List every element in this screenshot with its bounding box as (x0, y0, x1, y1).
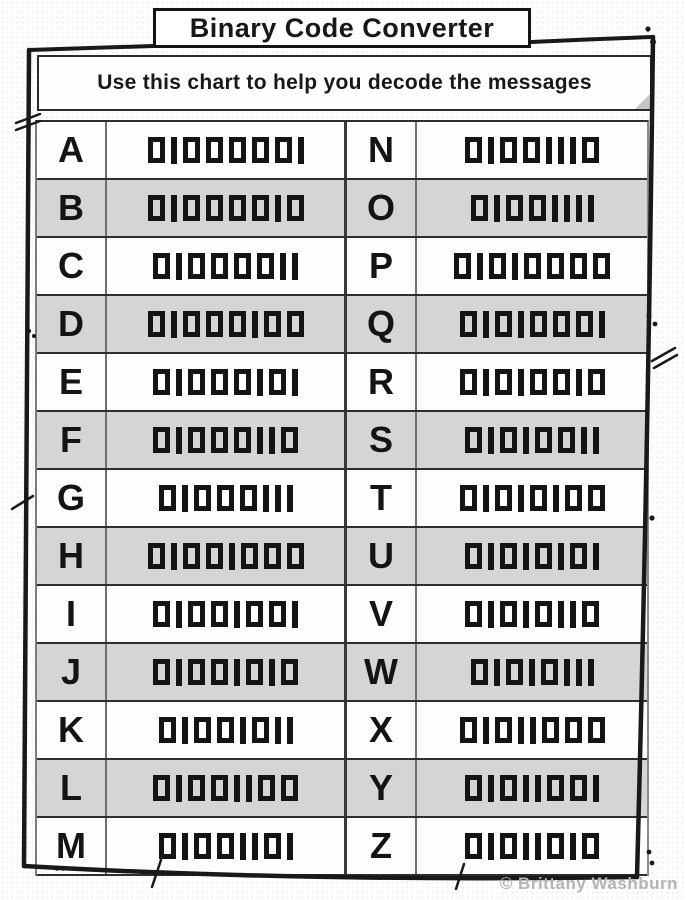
letter-cell: C (37, 238, 107, 294)
letter-cell: Q (347, 296, 417, 352)
binary-code-cell (107, 702, 347, 758)
binary-code-cell (417, 412, 647, 468)
binary-digit-0 (287, 311, 304, 337)
binary-digit-0 (188, 369, 205, 395)
binary-digit-0 (229, 311, 246, 337)
binary-digit-1 (483, 369, 489, 396)
binary-digit-0 (206, 543, 223, 569)
binary-digit-0 (188, 427, 205, 453)
binary-digit-0 (588, 717, 605, 743)
binary-digit-1 (257, 369, 263, 396)
binary-code-cell (107, 528, 347, 584)
binary-digit-1 (518, 717, 524, 744)
table-row (37, 702, 647, 760)
binary-digit-1 (570, 137, 576, 164)
table-row (37, 180, 647, 238)
binary-digit-0 (471, 195, 488, 221)
binary-digit-0 (530, 311, 547, 337)
binary-digit-0 (183, 311, 200, 337)
binary-digit-1 (552, 195, 558, 222)
binary-digit-1 (483, 485, 489, 512)
binary-digit-1 (553, 485, 559, 512)
binary-digit-1 (494, 659, 500, 686)
binary-digit-0 (264, 833, 281, 859)
letter-cell: F (37, 412, 107, 468)
binary-digit-1 (275, 485, 281, 512)
letter-cell: U (347, 528, 417, 584)
binary-digit-1 (564, 659, 570, 686)
binary-digit-0 (495, 311, 512, 337)
binary-code-cell (107, 586, 347, 642)
binary-code-cell (107, 122, 347, 178)
binary-digit-0 (153, 659, 170, 685)
binary-digit-0 (206, 137, 223, 163)
binary-digit-1 (269, 659, 275, 686)
binary-digit-0 (570, 775, 587, 801)
binary-digit-0 (257, 253, 274, 279)
binary-digit-0 (188, 775, 205, 801)
table-row (37, 122, 647, 180)
binary-digit-1 (182, 833, 188, 860)
binary-digit-0 (454, 253, 471, 279)
binary-digit-0 (523, 137, 540, 163)
binary-digit-0 (565, 485, 582, 511)
letter-cell: I (37, 586, 107, 642)
binary-digit-0 (535, 543, 552, 569)
letter-cell: D (37, 296, 107, 352)
binary-digit-0 (565, 717, 582, 743)
binary-digit-1 (182, 485, 188, 512)
binary-digit-0 (465, 833, 482, 859)
binary-digit-1 (523, 775, 529, 802)
binary-digit-0 (529, 195, 546, 221)
letter-cell: W (347, 644, 417, 700)
binary-digit-0 (194, 833, 211, 859)
binary-digit-0 (582, 601, 599, 627)
instruction-text: Use this chart to help you decode the messages (97, 71, 592, 94)
binary-digit-0 (506, 659, 523, 685)
binary-digit-0 (500, 427, 517, 453)
binary-digit-1 (512, 253, 518, 280)
binary-digit-0 (541, 659, 558, 685)
binary-digit-0 (264, 311, 281, 337)
binary-digit-1 (535, 833, 541, 860)
binary-digit-1 (280, 253, 286, 280)
binary-digit-1 (257, 427, 263, 454)
binary-digit-1 (171, 137, 177, 164)
binary-digit-1 (292, 601, 298, 628)
binary-digit-0 (489, 253, 506, 279)
binary-digit-1 (287, 833, 293, 860)
binary-digit-0 (593, 253, 610, 279)
binary-code-cell (417, 644, 647, 700)
binary-digit-0 (500, 833, 517, 859)
binary-digit-0 (495, 369, 512, 395)
binary-digit-0 (211, 427, 228, 453)
binary-digit-0 (234, 369, 251, 395)
binary-digit-0 (153, 601, 170, 627)
binary-digit-0 (153, 253, 170, 279)
binary-digit-0 (506, 195, 523, 221)
binary-digit-1 (593, 775, 599, 802)
binary-digit-0 (281, 659, 298, 685)
binary-code-cell (417, 586, 647, 642)
binary-code-cell (417, 354, 647, 410)
binary-digit-1 (523, 601, 529, 628)
binary-code-cell (107, 760, 347, 816)
binary-digit-1 (275, 717, 281, 744)
table-row (37, 644, 647, 702)
table-row (37, 470, 647, 528)
binary-digit-1 (523, 427, 529, 454)
binary-digit-0 (206, 195, 223, 221)
binary-digit-1 (263, 485, 269, 512)
binary-digit-0 (183, 195, 200, 221)
binary-digit-1 (171, 543, 177, 570)
binary-digit-0 (547, 775, 564, 801)
binary-digit-1 (240, 833, 246, 860)
table-row (37, 296, 647, 354)
binary-digit-0 (211, 659, 228, 685)
binary-digit-0 (275, 137, 292, 163)
binary-digit-0 (252, 195, 269, 221)
binary-digit-0 (252, 717, 269, 743)
binary-digit-0 (188, 659, 205, 685)
binary-digit-0 (465, 137, 482, 163)
binary-digit-0 (495, 485, 512, 511)
binary-code-cell (417, 702, 647, 758)
binary-code-cell (417, 238, 647, 294)
binary-digit-0 (287, 195, 304, 221)
binary-digit-0 (281, 775, 298, 801)
binary-digit-1 (287, 717, 293, 744)
table-row (37, 818, 647, 876)
binary-code-cell (417, 470, 647, 526)
binary-digit-0 (530, 485, 547, 511)
letter-cell: Z (347, 818, 417, 874)
binary-digit-1 (530, 717, 536, 744)
binary-digit-0 (535, 601, 552, 627)
binary-digit-0 (246, 659, 263, 685)
binary-digit-1 (171, 195, 177, 222)
binary-digit-0 (465, 775, 482, 801)
binary-digit-1 (518, 485, 524, 512)
binary-digit-0 (465, 601, 482, 627)
binary-digit-0 (229, 137, 246, 163)
binary-digit-1 (535, 775, 541, 802)
binary-digit-0 (217, 833, 234, 859)
letter-cell: X (347, 702, 417, 758)
binary-digit-1 (488, 833, 494, 860)
binary-digit-1 (576, 369, 582, 396)
binary-code-cell (417, 818, 647, 874)
binary-digit-1 (176, 601, 182, 628)
table-row (37, 238, 647, 296)
binary-digit-0 (547, 253, 564, 279)
binary-digit-1 (488, 601, 494, 628)
binary-code-cell (417, 760, 647, 816)
binary-digit-1 (570, 833, 576, 860)
binary-digit-0 (582, 833, 599, 859)
binary-digit-0 (246, 601, 263, 627)
page-title: Binary Code Converter (189, 12, 495, 43)
binary-digit-0 (211, 601, 228, 627)
binary-code-cell (107, 180, 347, 236)
binary-digit-0 (287, 543, 304, 569)
binary-digit-0 (159, 485, 176, 511)
binary-digit-1 (488, 775, 494, 802)
binary-digit-0 (153, 369, 170, 395)
binary-digit-0 (234, 427, 251, 453)
binary-digit-1 (240, 717, 246, 744)
binary-code-cell (107, 296, 347, 352)
binary-digit-1 (483, 717, 489, 744)
binary-digit-1 (229, 543, 235, 570)
binary-code-cell (107, 470, 347, 526)
binary-digit-0 (524, 253, 541, 279)
binary-digit-0 (465, 543, 482, 569)
binary-digit-1 (287, 485, 293, 512)
binary-digit-0 (240, 485, 257, 511)
binary-digit-1 (488, 137, 494, 164)
binary-digit-1 (518, 311, 524, 338)
binary-digit-0 (535, 427, 552, 453)
letter-cell: M (37, 818, 107, 874)
binary-digit-1 (246, 775, 252, 802)
table-row (37, 586, 647, 644)
binary-digit-1 (182, 717, 188, 744)
binary-digit-0 (217, 717, 234, 743)
binary-digit-0 (183, 543, 200, 569)
binary-digit-1 (269, 427, 275, 454)
letter-cell: S (347, 412, 417, 468)
binary-digit-0 (183, 137, 200, 163)
binary-digit-0 (269, 369, 286, 395)
binary-code-cell (107, 644, 347, 700)
binary-digit-1 (518, 369, 524, 396)
binary-digit-0 (495, 717, 512, 743)
binary-digit-0 (500, 775, 517, 801)
binary-digit-0 (194, 485, 211, 511)
binary-digit-1 (234, 601, 240, 628)
binary-digit-1 (570, 601, 576, 628)
binary-digit-1 (252, 311, 258, 338)
letter-cell: B (37, 180, 107, 236)
letter-cell: P (347, 238, 417, 294)
table-row (37, 354, 647, 412)
binary-digit-0 (460, 717, 477, 743)
letter-cell: E (37, 354, 107, 410)
binary-digit-0 (153, 427, 170, 453)
binary-digit-1 (599, 311, 605, 338)
binary-digit-1 (477, 253, 483, 280)
binary-digit-0 (252, 137, 269, 163)
binary-digit-0 (582, 137, 599, 163)
table-row (37, 760, 647, 818)
table-row (37, 412, 647, 470)
binary-digit-1 (176, 659, 182, 686)
binary-code-cell (107, 818, 347, 874)
binary-digit-0 (570, 253, 587, 279)
binary-digit-1 (523, 833, 529, 860)
binary-digit-0 (460, 311, 477, 337)
binary-digit-1 (275, 195, 281, 222)
binary-digit-0 (148, 137, 165, 163)
binary-digit-0 (500, 543, 517, 569)
binary-digit-0 (258, 775, 275, 801)
binary-digit-1 (576, 659, 582, 686)
letter-cell: O (347, 180, 417, 236)
binary-code-cell (107, 238, 347, 294)
page-title-box (153, 8, 531, 48)
binary-digit-1 (176, 427, 182, 454)
binary-digit-0 (576, 311, 593, 337)
binary-digit-0 (229, 195, 246, 221)
letter-cell: G (37, 470, 107, 526)
binary-digit-1 (292, 253, 298, 280)
binary-digit-0 (206, 311, 223, 337)
binary-digit-0 (153, 775, 170, 801)
letter-cell: L (37, 760, 107, 816)
binary-digit-1 (558, 137, 564, 164)
binary-digit-0 (281, 427, 298, 453)
copyright-credit: © Brittany Washburn (499, 874, 678, 893)
letter-cell: V (347, 586, 417, 642)
binary-digit-1 (488, 427, 494, 454)
binary-digit-0 (188, 253, 205, 279)
binary-digit-1 (593, 543, 599, 570)
binary-digit-1 (171, 311, 177, 338)
binary-digit-0 (500, 601, 517, 627)
binary-digit-0 (159, 717, 176, 743)
binary-code-cell (417, 180, 647, 236)
folded-corner (635, 94, 650, 109)
letter-cell: R (347, 354, 417, 410)
binary-table (35, 120, 649, 876)
binary-digit-1 (298, 137, 304, 164)
binary-digit-0 (500, 137, 517, 163)
binary-digit-0 (148, 195, 165, 221)
binary-digit-0 (553, 311, 570, 337)
binary-digit-1 (494, 195, 500, 222)
binary-digit-1 (234, 775, 240, 802)
binary-digit-0 (148, 543, 165, 569)
binary-digit-1 (546, 137, 552, 164)
binary-digit-1 (558, 543, 564, 570)
letter-cell: N (347, 122, 417, 178)
letter-cell: J (37, 644, 107, 700)
binary-digit-0 (211, 253, 228, 279)
binary-digit-1 (558, 601, 564, 628)
binary-digit-0 (211, 369, 228, 395)
binary-digit-1 (176, 775, 182, 802)
binary-code-cell (417, 296, 647, 352)
letter-cell: K (37, 702, 107, 758)
binary-digit-0 (547, 833, 564, 859)
binary-digit-1 (593, 427, 599, 454)
binary-digit-0 (553, 369, 570, 395)
binary-digit-1 (581, 427, 587, 454)
binary-digit-1 (523, 543, 529, 570)
table-row (37, 528, 647, 586)
binary-digit-1 (564, 195, 570, 222)
letter-cell: T (347, 470, 417, 526)
binary-digit-0 (217, 485, 234, 511)
binary-digit-0 (194, 717, 211, 743)
binary-digit-0 (542, 717, 559, 743)
binary-digit-0 (588, 485, 605, 511)
binary-digit-0 (241, 543, 258, 569)
binary-digit-1 (588, 195, 594, 222)
binary-digit-0 (188, 601, 205, 627)
binary-digit-0 (148, 311, 165, 337)
binary-digit-1 (488, 543, 494, 570)
letter-cell: Y (347, 760, 417, 816)
binary-code-cell (417, 528, 647, 584)
binary-digit-1 (588, 659, 594, 686)
binary-digit-1 (176, 369, 182, 396)
binary-digit-0 (460, 369, 477, 395)
binary-digit-0 (159, 833, 176, 859)
binary-code-cell (107, 412, 347, 468)
letter-cell: H (37, 528, 107, 584)
binary-digit-0 (588, 369, 605, 395)
binary-code-cell (417, 122, 647, 178)
binary-digit-0 (211, 775, 228, 801)
binary-digit-1 (252, 833, 258, 860)
binary-digit-0 (465, 427, 482, 453)
instruction-box (37, 55, 652, 111)
binary-digit-1 (576, 195, 582, 222)
binary-digit-0 (471, 659, 488, 685)
binary-digit-0 (460, 485, 477, 511)
binary-digit-0 (530, 369, 547, 395)
binary-code-cell (107, 354, 347, 410)
letter-cell: A (37, 122, 107, 178)
binary-digit-0 (269, 601, 286, 627)
binary-digit-0 (234, 253, 251, 279)
binary-digit-0 (570, 543, 587, 569)
binary-digit-1 (529, 659, 535, 686)
binary-digit-1 (176, 253, 182, 280)
binary-digit-0 (264, 543, 281, 569)
binary-digit-1 (234, 659, 240, 686)
binary-digit-1 (483, 311, 489, 338)
binary-digit-0 (558, 427, 575, 453)
binary-digit-1 (292, 369, 298, 396)
